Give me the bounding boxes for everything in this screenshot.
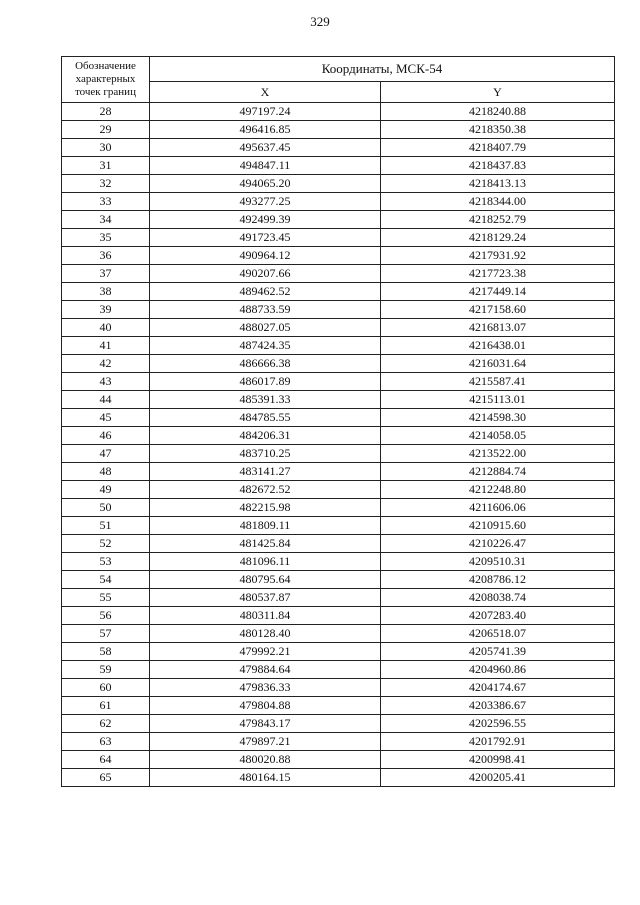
point-number-cell: 53	[62, 553, 150, 571]
coordinates-group-header: Координаты, МСК-54	[150, 57, 615, 82]
point-number-cell: 37	[62, 265, 150, 283]
point-number-cell: 30	[62, 139, 150, 157]
point-number-cell: 64	[62, 751, 150, 769]
point-number-cell: 43	[62, 373, 150, 391]
table-row	[62, 697, 615, 715]
y-coordinate-cell: 4212884.74	[381, 463, 615, 481]
table-row	[62, 139, 615, 157]
y-coordinate-cell: 4215113.01	[381, 391, 615, 409]
x-coordinate-cell: 480128.40	[150, 625, 381, 643]
point-number-cell: 49	[62, 481, 150, 499]
x-coordinate-cell: 488733.59	[150, 301, 381, 319]
table-row	[62, 247, 615, 265]
y-coordinate-cell: 4213522.00	[381, 445, 615, 463]
x-coordinate-cell: 481096.11	[150, 553, 381, 571]
y-coordinate-cell: 4216438.01	[381, 337, 615, 355]
table-row	[62, 391, 615, 409]
point-column-header: Обозначение характерных точек границ	[62, 57, 150, 103]
y-coordinate-cell: 4200205.41	[381, 769, 615, 787]
y-coordinate-cell: 4218350.38	[381, 121, 615, 139]
y-coordinate-cell: 4217723.38	[381, 265, 615, 283]
y-coordinate-cell: 4214058.05	[381, 427, 615, 445]
x-coordinate-cell: 490207.66	[150, 265, 381, 283]
x-coordinate-cell: 493277.25	[150, 193, 381, 211]
table-row	[62, 211, 615, 229]
x-coordinate-cell: 479884.64	[150, 661, 381, 679]
x-coordinate-cell: 479804.88	[150, 697, 381, 715]
point-number-cell: 32	[62, 175, 150, 193]
table-row	[62, 301, 615, 319]
y-coordinate-cell: 4204960.86	[381, 661, 615, 679]
point-number-cell: 48	[62, 463, 150, 481]
table-row	[62, 661, 615, 679]
table-row	[62, 715, 615, 733]
table-row	[62, 445, 615, 463]
table-row	[62, 607, 615, 625]
x-coordinate-cell: 481425.84	[150, 535, 381, 553]
x-coordinate-cell: 487424.35	[150, 337, 381, 355]
table-row	[62, 589, 615, 607]
y-coordinate-cell: 4216031.64	[381, 355, 615, 373]
x-coordinate-cell: 482672.52	[150, 481, 381, 499]
x-coordinate-cell: 492499.39	[150, 211, 381, 229]
x-coordinate-cell: 496416.85	[150, 121, 381, 139]
y-coordinate-cell: 4217931.92	[381, 247, 615, 265]
point-number-cell: 45	[62, 409, 150, 427]
x-coordinate-cell: 484785.55	[150, 409, 381, 427]
y-coordinate-cell: 4218413.13	[381, 175, 615, 193]
table-row	[62, 517, 615, 535]
x-coordinate-cell: 479843.17	[150, 715, 381, 733]
point-number-cell: 31	[62, 157, 150, 175]
table-row	[62, 625, 615, 643]
x-coordinate-cell: 480020.88	[150, 751, 381, 769]
y-coordinate-cell: 4210226.47	[381, 535, 615, 553]
point-number-cell: 40	[62, 319, 150, 337]
table-row	[62, 319, 615, 337]
x-coordinate-cell: 480795.64	[150, 571, 381, 589]
y-coordinate-cell: 4218407.79	[381, 139, 615, 157]
table-row	[62, 355, 615, 373]
x-coordinate-cell: 479836.33	[150, 679, 381, 697]
y-coordinate-cell: 4201792.91	[381, 733, 615, 751]
y-column-header: Y	[381, 82, 615, 103]
point-number-cell: 63	[62, 733, 150, 751]
point-number-cell: 62	[62, 715, 150, 733]
y-coordinate-cell: 4202596.55	[381, 715, 615, 733]
x-coordinate-cell: 489462.52	[150, 283, 381, 301]
x-coordinate-cell: 483141.27	[150, 463, 381, 481]
y-coordinate-cell: 4218252.79	[381, 211, 615, 229]
table-row	[62, 733, 615, 751]
point-number-cell: 41	[62, 337, 150, 355]
y-coordinate-cell: 4211606.06	[381, 499, 615, 517]
table-row	[62, 571, 615, 589]
x-coordinate-cell: 480164.15	[150, 769, 381, 787]
point-number-cell: 42	[62, 355, 150, 373]
point-number-cell: 47	[62, 445, 150, 463]
point-number-cell: 39	[62, 301, 150, 319]
point-number-cell: 29	[62, 121, 150, 139]
table-row	[62, 103, 615, 121]
point-number-cell: 28	[62, 103, 150, 121]
point-number-cell: 56	[62, 607, 150, 625]
table-row	[62, 679, 615, 697]
point-number-cell: 51	[62, 517, 150, 535]
table-row	[62, 229, 615, 247]
y-coordinate-cell: 4218240.88	[381, 103, 615, 121]
x-coordinate-cell: 479897.21	[150, 733, 381, 751]
y-coordinate-cell: 4218129.24	[381, 229, 615, 247]
table-header	[62, 57, 615, 103]
page-number: 329	[310, 14, 330, 29]
y-coordinate-cell: 4215587.41	[381, 373, 615, 391]
point-number-cell: 44	[62, 391, 150, 409]
y-coordinate-cell: 4217158.60	[381, 301, 615, 319]
point-number-cell: 57	[62, 625, 150, 643]
table-row	[62, 373, 615, 391]
table-row	[62, 499, 615, 517]
y-coordinate-cell: 4203386.67	[381, 697, 615, 715]
table-row	[62, 175, 615, 193]
table-row	[62, 751, 615, 769]
y-coordinate-cell: 4210915.60	[381, 517, 615, 535]
y-coordinate-cell: 4204174.67	[381, 679, 615, 697]
x-coordinate-cell: 479992.21	[150, 643, 381, 661]
table-body	[62, 103, 615, 787]
x-coordinate-cell: 488027.05	[150, 319, 381, 337]
table-row	[62, 535, 615, 553]
table-row	[62, 643, 615, 661]
y-coordinate-cell: 4218437.83	[381, 157, 615, 175]
x-coordinate-cell: 481809.11	[150, 517, 381, 535]
x-coordinate-cell: 486666.38	[150, 355, 381, 373]
point-number-cell: 54	[62, 571, 150, 589]
x-coordinate-cell: 480537.87	[150, 589, 381, 607]
point-number-cell: 35	[62, 229, 150, 247]
point-number-cell: 60	[62, 679, 150, 697]
y-coordinate-cell: 4209510.31	[381, 553, 615, 571]
table-row	[62, 427, 615, 445]
table-row	[62, 337, 615, 355]
point-number-cell: 33	[62, 193, 150, 211]
point-number-cell: 59	[62, 661, 150, 679]
y-coordinate-cell: 4207283.40	[381, 607, 615, 625]
y-coordinate-cell: 4208038.74	[381, 589, 615, 607]
x-coordinate-cell: 482215.98	[150, 499, 381, 517]
point-number-cell: 34	[62, 211, 150, 229]
y-coordinate-cell: 4214598.30	[381, 409, 615, 427]
x-coordinate-cell: 494065.20	[150, 175, 381, 193]
x-coordinate-cell: 494847.11	[150, 157, 381, 175]
table-row	[62, 769, 615, 787]
table-row	[62, 265, 615, 283]
x-coordinate-cell: 497197.24	[150, 103, 381, 121]
y-coordinate-cell: 4206518.07	[381, 625, 615, 643]
point-number-cell: 38	[62, 283, 150, 301]
table-row	[62, 193, 615, 211]
table-row	[62, 553, 615, 571]
x-coordinate-cell: 490964.12	[150, 247, 381, 265]
table-row	[62, 481, 615, 499]
y-coordinate-cell: 4217449.14	[381, 283, 615, 301]
x-column-header: X	[150, 82, 381, 103]
x-coordinate-cell: 495637.45	[150, 139, 381, 157]
x-coordinate-cell: 486017.89	[150, 373, 381, 391]
point-number-cell: 50	[62, 499, 150, 517]
point-number-cell: 52	[62, 535, 150, 553]
x-coordinate-cell: 484206.31	[150, 427, 381, 445]
y-coordinate-cell: 4218344.00	[381, 193, 615, 211]
y-coordinate-cell: 4212248.80	[381, 481, 615, 499]
point-number-cell: 55	[62, 589, 150, 607]
point-number-cell: 61	[62, 697, 150, 715]
table-row	[62, 157, 615, 175]
table-row	[62, 283, 615, 301]
point-number-cell: 58	[62, 643, 150, 661]
coordinates-table	[61, 56, 615, 787]
y-coordinate-cell: 4200998.41	[381, 751, 615, 769]
point-number-cell: 36	[62, 247, 150, 265]
point-number-cell: 65	[62, 769, 150, 787]
y-coordinate-cell: 4208786.12	[381, 571, 615, 589]
table-row	[62, 463, 615, 481]
x-coordinate-cell: 491723.45	[150, 229, 381, 247]
y-coordinate-cell: 4216813.07	[381, 319, 615, 337]
table-row	[62, 121, 615, 139]
x-coordinate-cell: 483710.25	[150, 445, 381, 463]
x-coordinate-cell: 485391.33	[150, 391, 381, 409]
y-coordinate-cell: 4205741.39	[381, 643, 615, 661]
table-row	[62, 409, 615, 427]
point-number-cell: 46	[62, 427, 150, 445]
x-coordinate-cell: 480311.84	[150, 607, 381, 625]
